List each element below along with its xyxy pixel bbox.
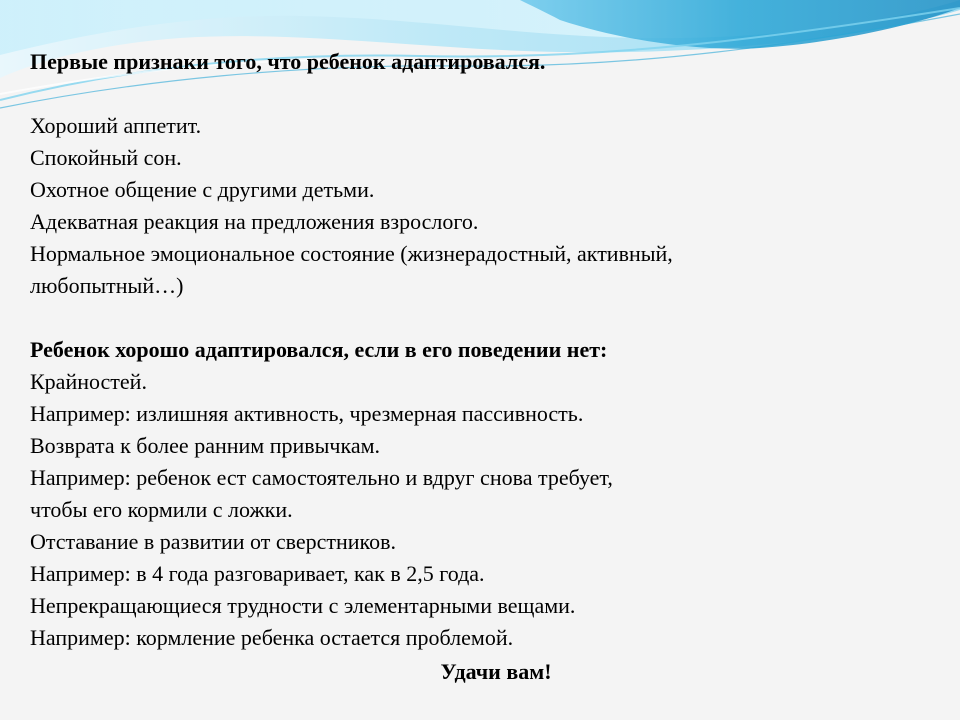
absence-item: чтобы его кормили с ложки. bbox=[30, 497, 293, 522]
absence-item: Непрекращающиеся трудности с элементарными вещами. bbox=[30, 593, 576, 618]
sign-item: Нормальное эмоциональное состояние (жизнерадостный, активный, bbox=[30, 241, 673, 266]
absence-item: Крайностей. bbox=[30, 369, 147, 394]
sign-item: Спокойный сон. bbox=[30, 145, 182, 170]
absence-item: Например: ребенок ест самостоятельно и вдруг снова требует, bbox=[30, 465, 613, 490]
absence-item: Возврата к более ранним привычкам. bbox=[30, 433, 381, 458]
spacer bbox=[30, 302, 930, 334]
sign-item: любопытный…) bbox=[30, 273, 184, 298]
absence-item: Например: в 4 года разговаривает, как в 2,5 года. bbox=[30, 561, 485, 586]
closing-wish: Удачи вам! bbox=[440, 659, 552, 684]
sign-item: Хороший аппетит. bbox=[30, 113, 202, 138]
absence-item: Например: излишняя активность, чрезмерная пассивность. bbox=[30, 401, 584, 426]
heading-adaptation-signs: Первые признаки того, что ребенок адаптировался. bbox=[30, 49, 546, 74]
absence-item: Отставание в развитии от сверстников. bbox=[30, 529, 397, 554]
sign-item: Адекватная реакция на предложения взрослого. bbox=[30, 209, 479, 234]
heading-good-adaptation: Ребенок хорошо адаптировался, если в его поведении нет: bbox=[30, 337, 608, 362]
absence-item: Например: кормление ребенка остается проблемой. bbox=[30, 625, 514, 650]
sign-item: Охотное общение с другими детьми. bbox=[30, 177, 375, 202]
spacer bbox=[30, 78, 930, 110]
slide-body bbox=[30, 46, 930, 654]
